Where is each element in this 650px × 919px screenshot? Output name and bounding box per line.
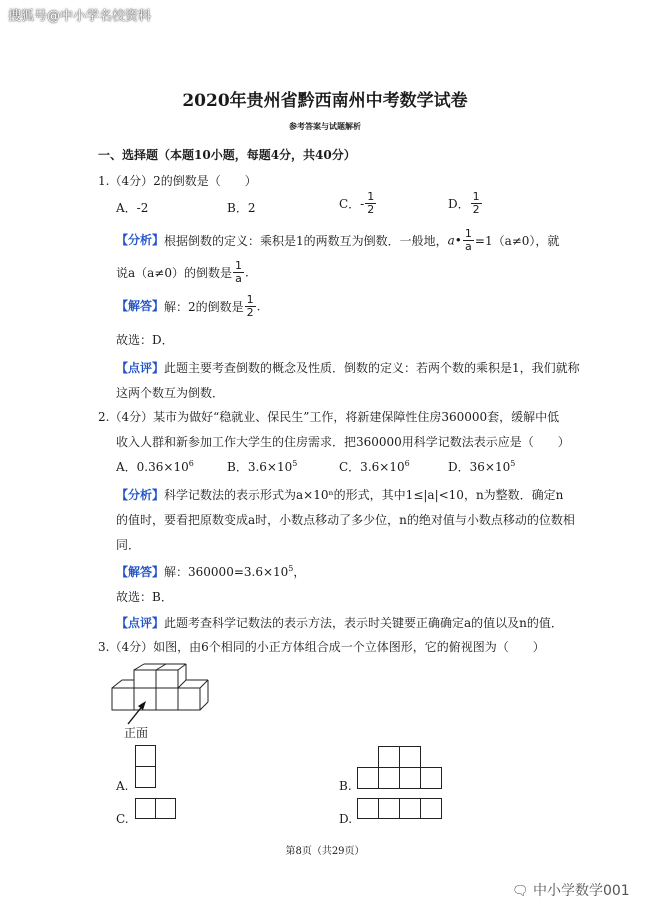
q3-option-d: D. xyxy=(339,812,353,826)
q2-answer: 【解答】解：$360000=3.6\times 10^5$， xyxy=(116,564,306,579)
wechat-icon: 🗨 xyxy=(512,884,529,899)
q3-stem: 3.（4分）如图，由6个相同的小正方体组合成一个立体图形，它的俯视图为（ ） xyxy=(98,640,545,654)
q1-comment-line2: 这两个数互为倒数． xyxy=(116,386,225,400)
q3-option-d-figure xyxy=(357,798,443,820)
q2-option-a: A．$0.36\times 10^6$ xyxy=(116,459,194,474)
q1-choice: 故选：D． xyxy=(116,333,174,347)
q1-comment: 【点评】此题主要考查倒数的概念及性质．倒数的定义：若两个数的乘积是1，我们就称 xyxy=(116,361,580,375)
q2-option-c: C．$3.6\times 10^6$ xyxy=(339,459,410,474)
watermark-bottom: 🗨 中小学数学001 xyxy=(512,883,630,899)
q1-option-d: D． $\frac{1}{2}$ xyxy=(448,190,480,216)
q1-stem: 1.（4分）2的倒数是（ ） xyxy=(98,174,257,188)
q2-analysis-line3: 同． xyxy=(116,538,141,552)
q1-answer: 【解答】解：2的倒数是 $\frac{1}{2}$ . xyxy=(116,293,261,319)
q2-option-d: D．$36\times 10^5$ xyxy=(448,459,516,474)
q3-option-b: B. xyxy=(339,779,352,793)
q3-option-c-figure xyxy=(135,798,179,820)
q2-choice: 故选：B． xyxy=(116,590,173,604)
q1-option-b: B．2 xyxy=(227,201,256,215)
q1-analysis-line2: 说a（a≠0）的倒数是 $\frac{1}{a}$ . xyxy=(116,259,249,285)
q3-option-a: A. xyxy=(116,779,129,793)
q3-option-b-figure xyxy=(357,746,443,790)
q2-analysis-line2: 的值时，要看把原数变成a时，小数点移动了多少位，n的绝对值与小数点移动的位数相 xyxy=(116,513,575,527)
q1-analysis: 【分析】根据倒数的定义：乘积是1的两数互为倒数．一般地，a• $\frac{1}{a}$ =1（a≠0），就 xyxy=(116,227,560,253)
section-heading: 一、选择题（本题10小题，每题4分，共40分） xyxy=(98,148,356,162)
q3-option-a-figure xyxy=(135,745,157,789)
q2-option-b: B．$3.6\times 10^5$ xyxy=(227,459,298,474)
q3-cube-figure xyxy=(108,664,218,730)
q1-option-a: A．-2 xyxy=(116,201,149,215)
page-subtitle: 参考答案与试题解析 xyxy=(289,121,361,131)
front-view-label: 正面 xyxy=(124,726,149,740)
q2-analysis: 【分析】科学记数法的表示形式为a×10ⁿ的形式，其中1≤|a|<10，n为整数．确定n xyxy=(116,488,564,502)
q2-stem: 2.（4分）某市为做好“稳就业、保民生”工作，将新建保障性住房360000套，缓解中低 xyxy=(98,410,560,424)
q3-option-c: C. xyxy=(116,812,129,826)
page-title: 2020年贵州省黔西南州中考数学试卷 xyxy=(182,91,468,111)
q2-stem-line2: 收入人群和新参加工作大学生的住房需求．把360000用科学记数法表示应是（ ） xyxy=(116,435,570,449)
page-footer: 第8页（共29页） xyxy=(285,846,365,857)
q1-option-c: C．- $\frac{1}{2}$ xyxy=(339,190,375,216)
watermark-top: 搜狐号@中小学名校资料 xyxy=(8,9,152,24)
q2-comment: 【点评】此题考查科学记数法的表示方法，表示时关键要正确确定a的值以及n的值． xyxy=(116,616,563,630)
